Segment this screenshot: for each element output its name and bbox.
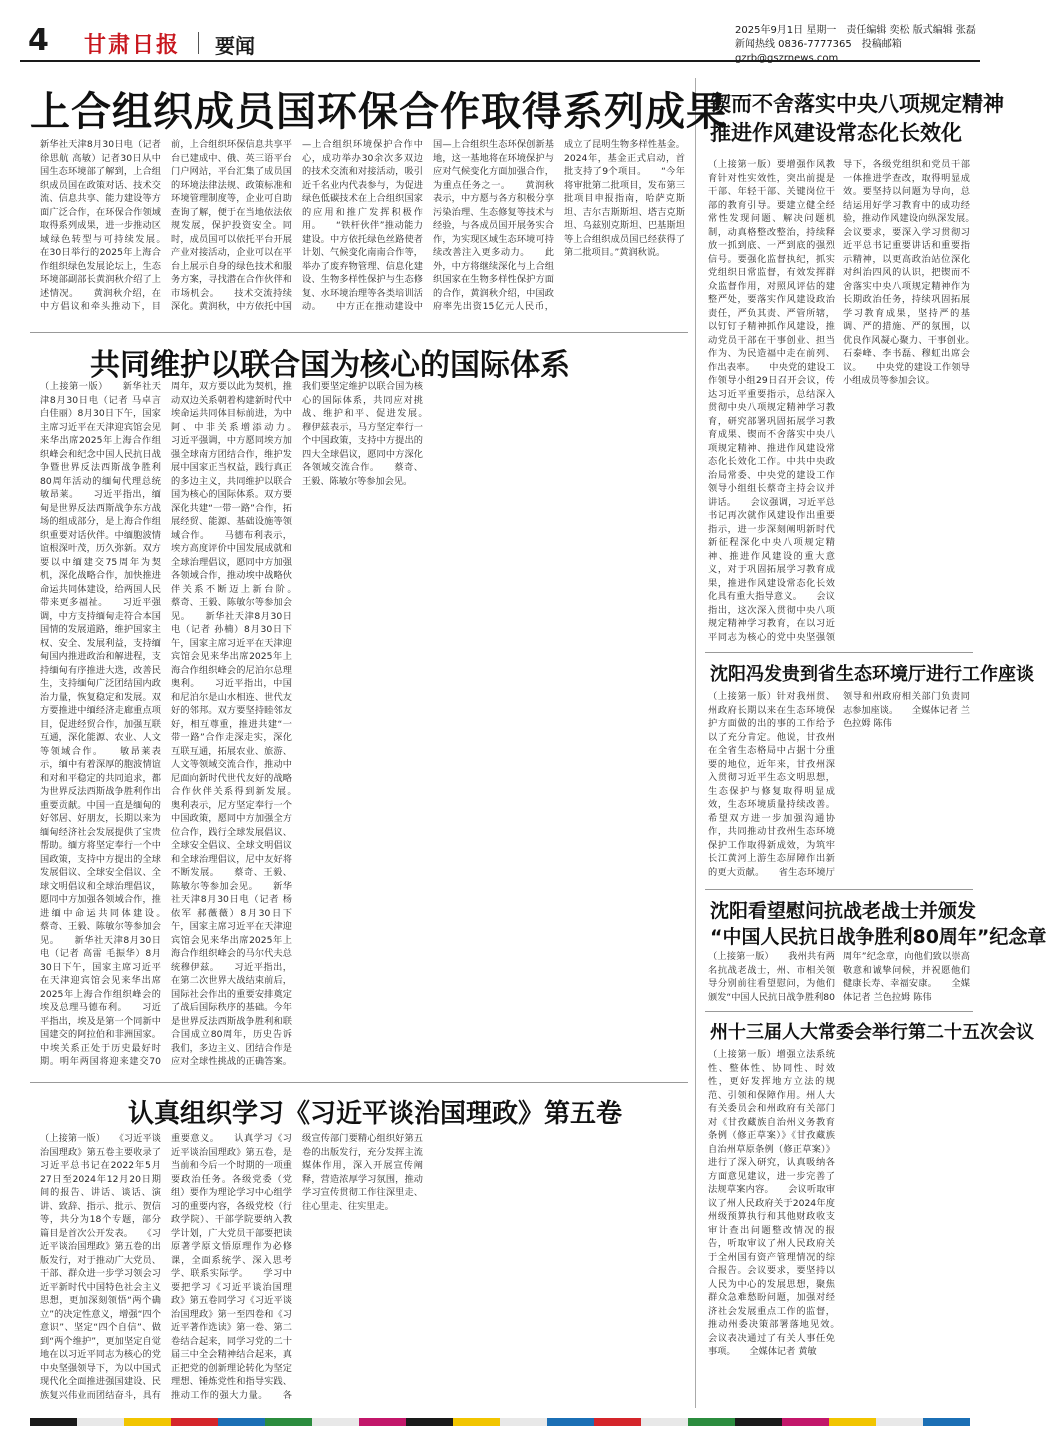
separator-rule [30, 332, 688, 333]
right2-body [708, 690, 970, 886]
right4-text: （上接第一版）增强立法系统性、整体性、协同性、时效性，更好发挥地方立法的规范、引领和保障作用。州人大有关委员会和州政府有关部门对《甘孜藏族自治州义务教育条例（修正草案）》《甘孜藏族自治州草原条例（修正草案）》进行了深入研究，认真吸纳各方面意见建议，进一步完善了法规草案内容。 会议听取审议了州人民政府关于2024年度州级预算执行和其他财政收支审计查出问题整改情况的报告，听取审议了州人民政府关于全州国有资产管理情况的综合报告。会议要求，要坚持以人民为中心的发展思想，聚焦群众急难愁盼问题，加强对经济社会发展重点工作的监督，推动州委决策部署落地见效。 会议表决通过了有关人事任免事项。 全媒体记者 黄敏 [708, 1049, 854, 1357]
right1-text: （上接第一版）要增强作风教育针对性实效性，突出前提是干部、年轻干部、关键岗位干部的教育引导。要建立健全经常性发现问题、解决问题机制，动真格整改整治，持续释放一抓到底、一严到底的强烈信号。要强化监督执纪，抓实党组织日常监督，有效发挥群众监督作用，对照风评估的建整严处，要落实作风建设政治责任，严负其责、严管所辖，以钉钉子精神抓作风建设，推动党员干部在干事创业、担当作为、为民造福中走在前列、作出表率。 中央党的建设工作领导小组29日召开会议，传达习近平重要指示，总结深入贯彻中央八项规定精神学习教育，研究部署巩固拓展学习教育成果、锲而不舍落实中央八项规定精神、推进作风建设常态化长效化工作。中共中央政治局常委、中央党的建设工作领导小组组长蔡奇主持会议并讲话。 会议强调，习近平总书记再次就作风建设作出重要指示，进一步深刻阐明新时代新征程深化中央八项规定精神、推进作风建设的重大意义，对于巩固拓展学习教育成果，推进作风建设常态化长效化具有重大指导意义。 会议指出，这次深入贯彻中央八项规定精神学习教育，在以习近平同志为核心的党中央坚强领导下，各级党组织和党员干部一体推进学查改，取得明显成效。要坚持以问题为导向，总结运用好学习教育中的成功经验，推动作风建设向纵深发展。 会议要求，要深入学习贯彻习近平总书记重要讲话和重要指示精神，以更高政治站位深化对纠治四风的认识，把锲而不舍落实中央八项规定精神作为长期政治任务，持续巩固拓展学习教育成果，坚持严的基调、严的措施、严的氛围，以优良作风凝心聚力、干事创业。 石泰峰、李书磊、穆虹出席会议。 中央党的建设工作领导小组成员等参加会议。 [708, 159, 989, 643]
right1-headline-line1: 锲而不舍落实中央八项规定精神 [710, 92, 1004, 116]
article1-body [40, 138, 685, 326]
article1-text: 新华社天津8月30日电（记者 徐思航 高敏）记者30日从中国生态环境部了解到，上合组织成员国在政策对话、技术交流、信息共享、能力建设等方面广泛合作，在环保合作领域取得系列成果，进一步推动区域绿色转型与可持续发展。 在30日举行的2025年上海合作组织绿色发展论坛上，生态环境部副部长黄润秋介绍了上述情况。 黄润秋介绍，在中方倡议和牵头推动下，目前，上合组织环保信息共享平台已建成中、俄、英三语平台门户网站，平台汇集了成员国的环境法律法规、政策标准和环境管理制度等，企业可自助查询了解，便于在当地依法依规发展，保护投资安全。同时，成员国可以依托平台开展产业对接活动，企业可以在平台上展示自身的绿色技术和服务方案，寻找潜在合作伙伴和市场机会。 技术交流持续深化。黄润秋，中方依托中国—上合组织环境保护合作中心，成功举办30余次多双边的技术交流和对接活动，吸引近千名业内代表参与，为促进绿色低碳技术在上合组织国家的应用和推广发挥积极作用。 “铁杆伙伴”推动能力建设。中方依托绿色丝路使者计划、气候变化南南合作等，举办了废弃物管理、信息化建设、生物多样性保护与生态修复、水环境治理等各类培训活动。 中方正在推动建设中国—上合组织生态环保创新基地，这一基地将在环境保护与应对气候变化方面加强合作，为重点任务之一。 黄润秋表示，中方愿与各方积极分享污染治理、生态修复等技术与经验，与各成员国开展务实合作，为实现区域生态环境可持续改善注入更多动力。 此外，中方将继续深化与上合组织国家在生物多样性保护方面的合作，黄润秋介绍，中国政府率先出资15亿元人民币，成立了昆明生物多样性基金。2024年，基金正式启动，首批支持了9个项目。 “今年将审批第二批项目，发布第三批项目申报指南，哈萨克斯坦、吉尔吉斯斯坦、塔吉克斯坦、乌兹别克斯坦、巴基斯坦等上合组织成员国已经获得了第二批项目。”黄润秋说。 [40, 139, 685, 312]
separator-rule [705, 889, 973, 890]
color-swatch [782, 1418, 829, 1426]
color-swatch [77, 1418, 124, 1426]
right1-body [708, 158, 989, 648]
separator-rule [705, 1011, 973, 1012]
color-swatch [688, 1418, 735, 1426]
right3-body [708, 950, 970, 1008]
separator-rule [705, 652, 973, 653]
color-swatch [453, 1418, 500, 1426]
article2-body [40, 380, 685, 1075]
masthead-divider [198, 32, 199, 54]
right3-headline-line2: “中国人民抗日战争胜利80周年”纪念章 [710, 926, 1046, 948]
color-swatch [500, 1418, 547, 1426]
color-swatch [312, 1418, 359, 1426]
color-swatch [829, 1418, 876, 1426]
color-swatch [876, 1418, 923, 1426]
page-number: 4 [28, 23, 49, 58]
color-swatch [594, 1418, 641, 1426]
color-swatch [218, 1418, 265, 1426]
right2-text: （上接第一版）针对我州贯、州政府长期以来在生态环境保护方面做的出的事的工作给予以了充分肯定。他说，甘孜州在全省生态格局中占据十分重要的地位，近年来，甘孜州深入贯彻习近平生态文明思想，生态保护与修复取得明显成效，生态环境质量持续改善。希望双方进一步加强沟通协作，共同推动甘孜州生态环境保护工作取得新成效，为筑牢长江黄河上游生态屏障作出新的更大贡献。 省生态环境厅领导和州政府相关部门负责同志参加座谈。 全媒体记者 兰色拉姆 陈伟 [708, 691, 970, 878]
article2-text: （上接第一版） 新华社天津8月30日电（记者 马卓言 白佳丽）8月30日下午，国家主席习近平在天津迎宾馆会见来华出席2025年上海合作组织峰会和纪念中国人民抗日战争暨世界反法西斯战争胜利80周年活动的缅甸代理总统敏昂莱。 习近平指出，缅甸是世界反法西斯战争东方战场的组成部分，是上海合作组织重要对话伙伴。中缅胞波情谊根深叶茂，历久弥新。双方要以中缅建交75周年为契机，深化战略合作，加快推进命运共同体建设，给两国人民带来更多福祉。 习近平强调，中方支持缅甸走符合本国国情的发展道路，维护国家主权、安全、发展利益，支持缅甸国内推进政治和解进程，支持缅甸有序推进大选，改善民生，支持缅甸广泛团结国内政治力量，恢复稳定和发展。双方要推进中缅经济走廊重点项目，促进经贸合作，加强互联互通，深化能源、农业、人文等领域合作。 敏昂莱表示，缅中有着深厚的胞波情谊和对和平稳定的共同追求，都为世界反法西斯战争胜利作出重要贡献。中国一直是缅甸的好邻居、好朋友，长期以来为缅甸经济社会发展提供了宝贵帮助。缅方将坚定奉行一个中国政策，支持中方提出的全球发展倡议、全球安全倡议、全球文明倡议和全球治理倡议，愿同中方加强各领域合作，推进缅中命运共同体建设。 蔡奇、王毅、陈敏尔等参加会见。 新华社天津8月30日电（记者 高雷 毛振华）8月30日下午，国家主席习近平在天津迎宾馆会见来华出席2025年上海合作组织峰会的埃及总理马德布利。 习近平指出，埃及是第一个同新中国建交的阿拉伯和非洲国家。中埃关系正处于历史最好时期。明年两国将迎来建交70周年，双方要以此为契机，推动双边关系朝着构建新时代中埃命运共同体目标前进，为中阿、中非关系增添动力。 习近平强调，中方愿同埃方加强全球南方团结合作，维护发展中国家正当权益，践行真正的多边主义，共同维护以联合国为核心的国际体系。双方要深化共建“一带一路”合作，拓展经贸、能源、基础设施等领域合作。 马德布利表示，埃方高度评价中国发展成就和全球治理倡议，愿同中方加强各领域合作，推动埃中战略伙伴关系不断迈上新台阶。 蔡奇、王毅、陈敏尔等参加会见。 新华社天津8月30日电（记者 孙楠）8月30日下午，国家主席习近平在天津迎宾馆会见来华出席2025年上海合作组织峰会的尼泊尔总理奥利。 习近平指出，中国和尼泊尔是山水相连、世代友好的邻邦。双方要坚持睦邻友好，相互尊重，推进共建“一带一路”合作走深走实，深化互联互通，拓展农业、旅游、人文等领域交流合作，推动中尼面向新时代世代友好的战略合作伙伴关系得到新发展。 奥利表示，尼方坚定奉行一个中国政策，愿同中方加强全方位合作，践行全球发展倡议、全球安全倡议、全球文明倡议和全球治理倡议，尼中友好将不断发展。 蔡奇、王毅、陈敏尔等参加会见。 新华社天津8月30日电（记者 杨依军 郝薇薇）8月30日下午，国家主席习近平在天津迎宾馆会见来华出席2025年上海合作组织峰会的马尔代夫总统穆伊兹。 习近平指出，在第二次世界大战结束前后，国际社会作出的重要安排奠定了战后国际秩序的基础。今年是世界反法西斯战争胜利和联合国成立80周年，历史告诉我们，多边主义、团结合作是应对全球性挑战的正确答案。我们要坚定维护以联合国为核心的国际体系，共同应对挑战、维护和平、促进发展。 穆伊兹表示，马方坚定奉行一个中国政策，支持中方提出的四大全球倡议，愿同中方深化各领域交流合作。 蔡奇、王毅、陈敏尔等参加会见。 [40, 381, 442, 1067]
color-swatch [406, 1418, 453, 1426]
article1-headline: 上合组织成员国环保合作取得系列成果 [30, 89, 727, 135]
color-swatch [547, 1418, 594, 1426]
color-swatch [641, 1418, 688, 1426]
article3-text: （上接第一版） 《习近平谈治国理政》第五卷主要收录了习近平总书记在2022年5月27日至2024年12月20日期间的报告、讲话、谈话、演讲、致辞、指示、批示、贺信等，共分为18个专题，部分篇目是首次公开发表。 《习近平谈治国理政》第五卷的出版发行，对于推动广大党员、干部、群众进一步学习领会习近平新时代中国特色社会主义思想，更加深刻领悟“两个确立”的决定性意义，增强“四个意识”、坚定“四个自信”、做到“两个维护”，更加坚定自觉地在以习近平同志为核心的党中央坚强领导下，为以中国式现代化全面推进强国建设、民族复兴伟业而团结奋斗，具有重要意义。 认真学习《习近平谈治国理政》第五卷，是当前和今后一个时期的一项重要政治任务。各级党委（党组）要作为理论学习中心组学习的重要内容，各级党校（行政学院）、干部学院要纳入教学计划，广大党员干部要把读原著学原文悟原理作为必修课，全面系统学、深入思考学、联系实际学。 学习中要把学习《习近平谈治国理政》第五卷同学习《习近平谈治国理政》第一至四卷和《习近平著作选读》第一卷、第二卷结合起来，同学习党的二十届三中全会精神结合起来，真正把党的创新理论转化为坚定理想、锤炼党性和指导实践、推动工作的强大力量。 各级宣传部门要精心组织好第五卷的出版发行，充分发挥主流媒体作用，深入开展宣传阐释，营造浓厚学习氛围，推动学习宣传贯彻工作往深里走、往心里走、往实里走。 [40, 1133, 423, 1401]
masthead [20, 22, 980, 62]
column-divider [695, 78, 696, 1408]
color-swatch [923, 1418, 970, 1426]
right1-headline-line2: 推进作风建设常态化长效化 [710, 121, 962, 145]
article3-headline: 认真组织学习《习近平谈治国理政》第五卷 [128, 1099, 623, 1129]
right2-headline: 沈阳冯发贵到省生态环境厅进行工作座谈 [710, 664, 1034, 685]
contact-line: 新闻热线 0836-7777365 投稿邮箱 gzrb@gszrnews.com [735, 39, 902, 64]
color-swatch [124, 1418, 171, 1426]
right4-body [708, 1048, 970, 1410]
color-swatch [265, 1418, 312, 1426]
article3-body [40, 1132, 685, 1410]
section-name: 要闻 [215, 34, 255, 58]
color-swatch [735, 1418, 782, 1426]
color-swatch [359, 1418, 406, 1426]
date-line: 2025年9月1日 星期一 责任编辑 奕松 版式编辑 张磊 [735, 25, 976, 36]
separator-rule [30, 1082, 688, 1083]
newspaper-logo: 甘肃日报 [84, 32, 181, 58]
article2-headline: 共同维护以联合国为核心的国际体系 [90, 348, 570, 383]
printer-color-bar [30, 1418, 970, 1426]
masthead-meta [735, 24, 980, 66]
right3-headline-line1: 沈阳看望慰问抗战老战士并颁发 [710, 900, 977, 922]
right3-text: （上接第一版） 我州共有两名抗战老战士，州、市相关领导分别前往看望慰问，为他们颁发“中国人民抗日战争胜利80周年”纪念章，向他们致以崇高敬意和诚挚问候，并祝愿他们健康长寿、幸福安康。 全媒体记者 兰色拉姆 陈伟 [708, 951, 970, 1003]
color-swatch [30, 1418, 77, 1426]
color-swatch [171, 1418, 218, 1426]
right4-headline: 州十三届人大常委会举行第二十五次会议 [710, 1022, 1034, 1043]
